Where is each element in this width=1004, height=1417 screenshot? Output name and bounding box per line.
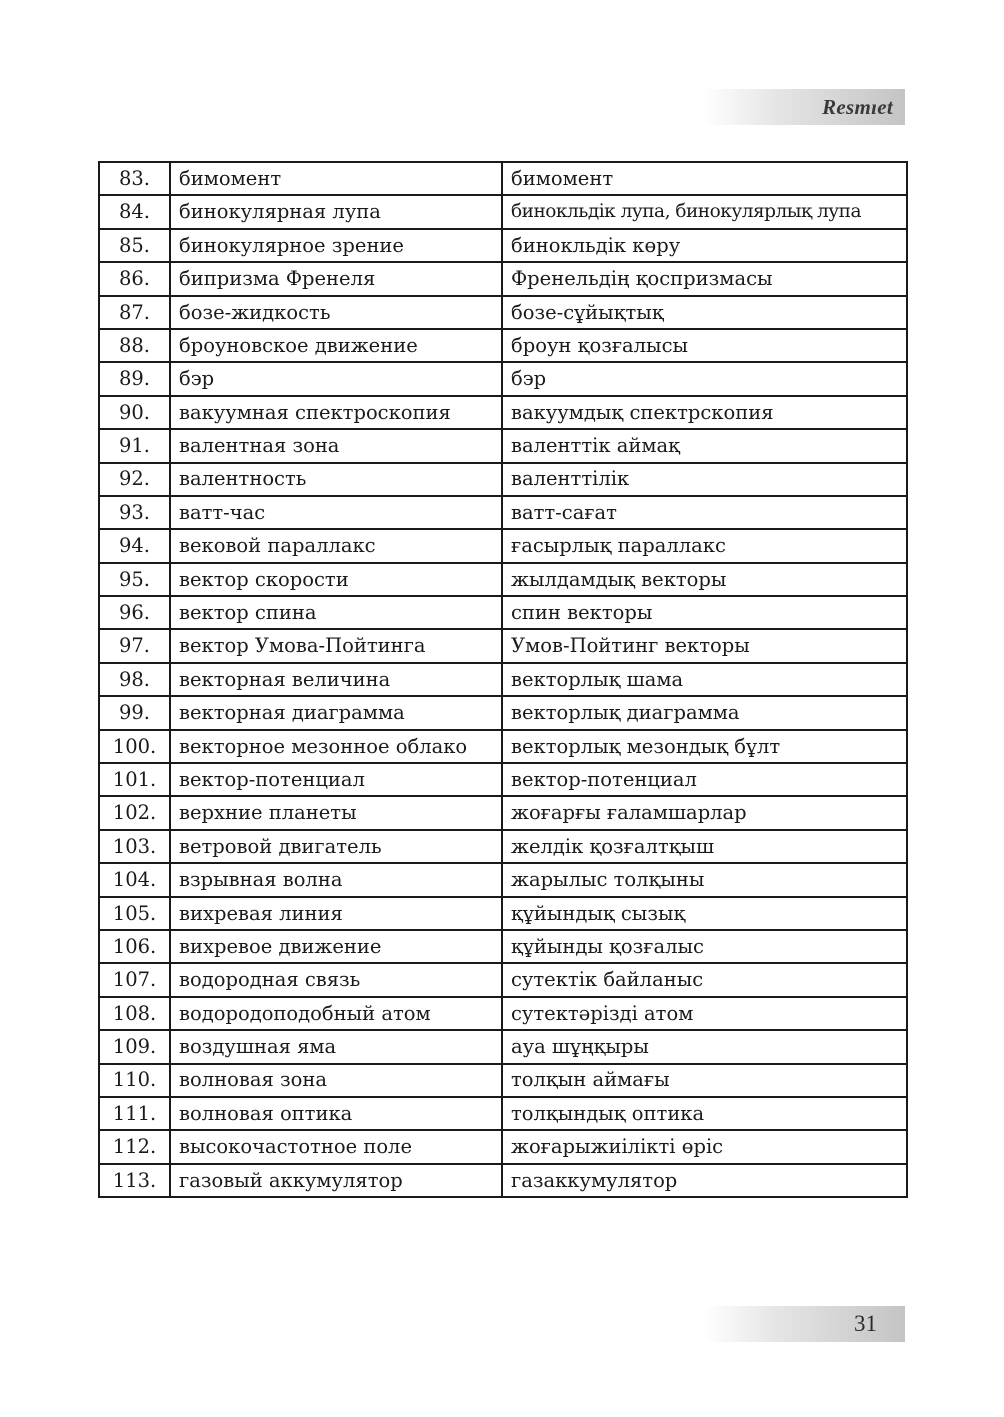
term-kazakh: ватт-сағат <box>502 496 907 529</box>
term-russian: валентность <box>170 463 502 496</box>
table-row <box>99 262 907 295</box>
term-russian: бозе-жидкость <box>170 296 502 329</box>
term-kazakh: құйынды қозғалыс <box>502 930 907 963</box>
table-row <box>99 863 907 896</box>
term-kazakh: бимомент <box>502 162 907 195</box>
term-russian: ватт-час <box>170 496 502 529</box>
term-number: 109. <box>99 1030 170 1063</box>
table-row <box>99 897 907 930</box>
table-row <box>99 229 907 262</box>
term-number: 97. <box>99 629 170 662</box>
term-number: 110. <box>99 1064 170 1097</box>
term-kazakh: броун қозғалысы <box>502 329 907 362</box>
term-russian: водородная связь <box>170 963 502 996</box>
term-kazakh: толқын аймағы <box>502 1064 907 1097</box>
term-kazakh: вектор-потенциал <box>502 763 907 796</box>
term-number: 85. <box>99 229 170 262</box>
table-row <box>99 663 907 696</box>
term-russian: высокочастотное поле <box>170 1130 502 1163</box>
term-kazakh: валенттік аймақ <box>502 429 907 462</box>
table-row <box>99 997 907 1030</box>
term-number: 91. <box>99 429 170 462</box>
term-russian: вектор скорости <box>170 563 502 596</box>
table-row <box>99 696 907 729</box>
term-russian: воздушная яма <box>170 1030 502 1063</box>
table-row <box>99 162 907 195</box>
table-row <box>99 796 907 829</box>
term-russian: взрывная волна <box>170 863 502 896</box>
table-row <box>99 963 907 996</box>
term-number: 83. <box>99 162 170 195</box>
table-row <box>99 429 907 462</box>
term-kazakh: бозе-сұйықтық <box>502 296 907 329</box>
term-russian: бинокулярное зрение <box>170 229 502 262</box>
term-kazakh: сутектәрізді атом <box>502 997 907 1030</box>
term-russian: бипризма Френеля <box>170 262 502 295</box>
term-number: 96. <box>99 596 170 629</box>
table-row <box>99 1097 907 1130</box>
term-number: 98. <box>99 663 170 696</box>
term-russian: вектор спина <box>170 596 502 629</box>
term-russian: вакуумная спектроскопия <box>170 396 502 429</box>
term-number: 88. <box>99 329 170 362</box>
term-number: 87. <box>99 296 170 329</box>
term-russian: бэр <box>170 362 502 395</box>
table-row <box>99 529 907 562</box>
term-number: 89. <box>99 362 170 395</box>
term-number: 106. <box>99 930 170 963</box>
running-header <box>703 89 905 125</box>
term-kazakh: толқындық оптика <box>502 1097 907 1130</box>
term-kazakh: құйындық сызық <box>502 897 907 930</box>
term-kazakh: векторлық шама <box>502 663 907 696</box>
term-number: 102. <box>99 796 170 829</box>
term-russian: векторное мезонное облако <box>170 730 502 763</box>
term-russian: волновая зона <box>170 1064 502 1097</box>
term-kazakh: валенттілік <box>502 463 907 496</box>
term-kazakh: жоғарыжиілікті өріс <box>502 1130 907 1163</box>
table-row <box>99 329 907 362</box>
term-number: 86. <box>99 262 170 295</box>
term-russian: валентная зона <box>170 429 502 462</box>
table-row <box>99 1130 907 1163</box>
page-number: 31 <box>854 1311 877 1336</box>
term-number: 107. <box>99 963 170 996</box>
term-russian: броуновское движение <box>170 329 502 362</box>
table-row <box>99 396 907 429</box>
term-number: 92. <box>99 463 170 496</box>
term-kazakh: спин векторы <box>502 596 907 629</box>
term-russian: бимомент <box>170 162 502 195</box>
table-row <box>99 1164 907 1197</box>
table-row <box>99 730 907 763</box>
term-number: 95. <box>99 563 170 596</box>
table-row <box>99 563 907 596</box>
term-kazakh: ғасырлық параллакс <box>502 529 907 562</box>
term-number: 113. <box>99 1164 170 1197</box>
term-number: 112. <box>99 1130 170 1163</box>
term-russian: векторная величина <box>170 663 502 696</box>
term-number: 108. <box>99 997 170 1030</box>
table-row <box>99 1030 907 1063</box>
term-kazakh: жоғарғы ғаламшарлар <box>502 796 907 829</box>
term-kazakh: векторлық диаграмма <box>502 696 907 729</box>
term-russian: вековой параллакс <box>170 529 502 562</box>
term-kazakh: векторлық мезондық бұлт <box>502 730 907 763</box>
term-number: 94. <box>99 529 170 562</box>
term-russian: верхние планеты <box>170 796 502 829</box>
term-russian: вихревое движение <box>170 930 502 963</box>
table-row <box>99 496 907 529</box>
term-russian: вектор Умова-Пойтинга <box>170 629 502 662</box>
term-kazakh: жылдамдық векторы <box>502 563 907 596</box>
table-row <box>99 1064 907 1097</box>
term-russian: волновая оптика <box>170 1097 502 1130</box>
term-russian: водородоподобный атом <box>170 997 502 1030</box>
glossary-table <box>98 161 908 1198</box>
term-kazakh: бинокльдік лупа, бинокулярлық лупа <box>502 195 907 228</box>
term-russian: ветровой двигатель <box>170 830 502 863</box>
table-row <box>99 195 907 228</box>
table-row <box>99 830 907 863</box>
table-row <box>99 296 907 329</box>
term-number: 101. <box>99 763 170 796</box>
term-russian: бинокулярная лупа <box>170 195 502 228</box>
term-number: 105. <box>99 897 170 930</box>
term-number: 84. <box>99 195 170 228</box>
term-kazakh: ауа шұңқыры <box>502 1030 907 1063</box>
term-number: 100. <box>99 730 170 763</box>
term-number: 99. <box>99 696 170 729</box>
term-kazakh: бэр <box>502 362 907 395</box>
term-kazakh: жарылыс толқыны <box>502 863 907 896</box>
term-number: 90. <box>99 396 170 429</box>
term-kazakh: сутектік байланыс <box>502 963 907 996</box>
table-row <box>99 463 907 496</box>
table-row <box>99 763 907 796</box>
table-row <box>99 930 907 963</box>
term-number: 111. <box>99 1097 170 1130</box>
term-kazakh: Умов-Пойтинг векторы <box>502 629 907 662</box>
running-title: Resmıet <box>822 94 893 119</box>
term-russian: вектор-потенциал <box>170 763 502 796</box>
term-kazakh: желдік қозғалтқыш <box>502 830 907 863</box>
term-russian: вихревая линия <box>170 897 502 930</box>
term-kazakh: Френельдің қоспризмасы <box>502 262 907 295</box>
term-kazakh: газаккумулятор <box>502 1164 907 1197</box>
term-kazakh: вакуумдық спектрскопия <box>502 396 907 429</box>
table-row <box>99 596 907 629</box>
term-number: 93. <box>99 496 170 529</box>
page-footer <box>703 1306 905 1342</box>
term-russian: газовый аккумулятор <box>170 1164 502 1197</box>
term-number: 104. <box>99 863 170 896</box>
term-russian: векторная диаграмма <box>170 696 502 729</box>
term-number: 103. <box>99 830 170 863</box>
term-kazakh: бинокльдік көру <box>502 229 907 262</box>
table-row <box>99 629 907 662</box>
table-row <box>99 362 907 395</box>
glossary-table-body <box>99 162 907 1197</box>
